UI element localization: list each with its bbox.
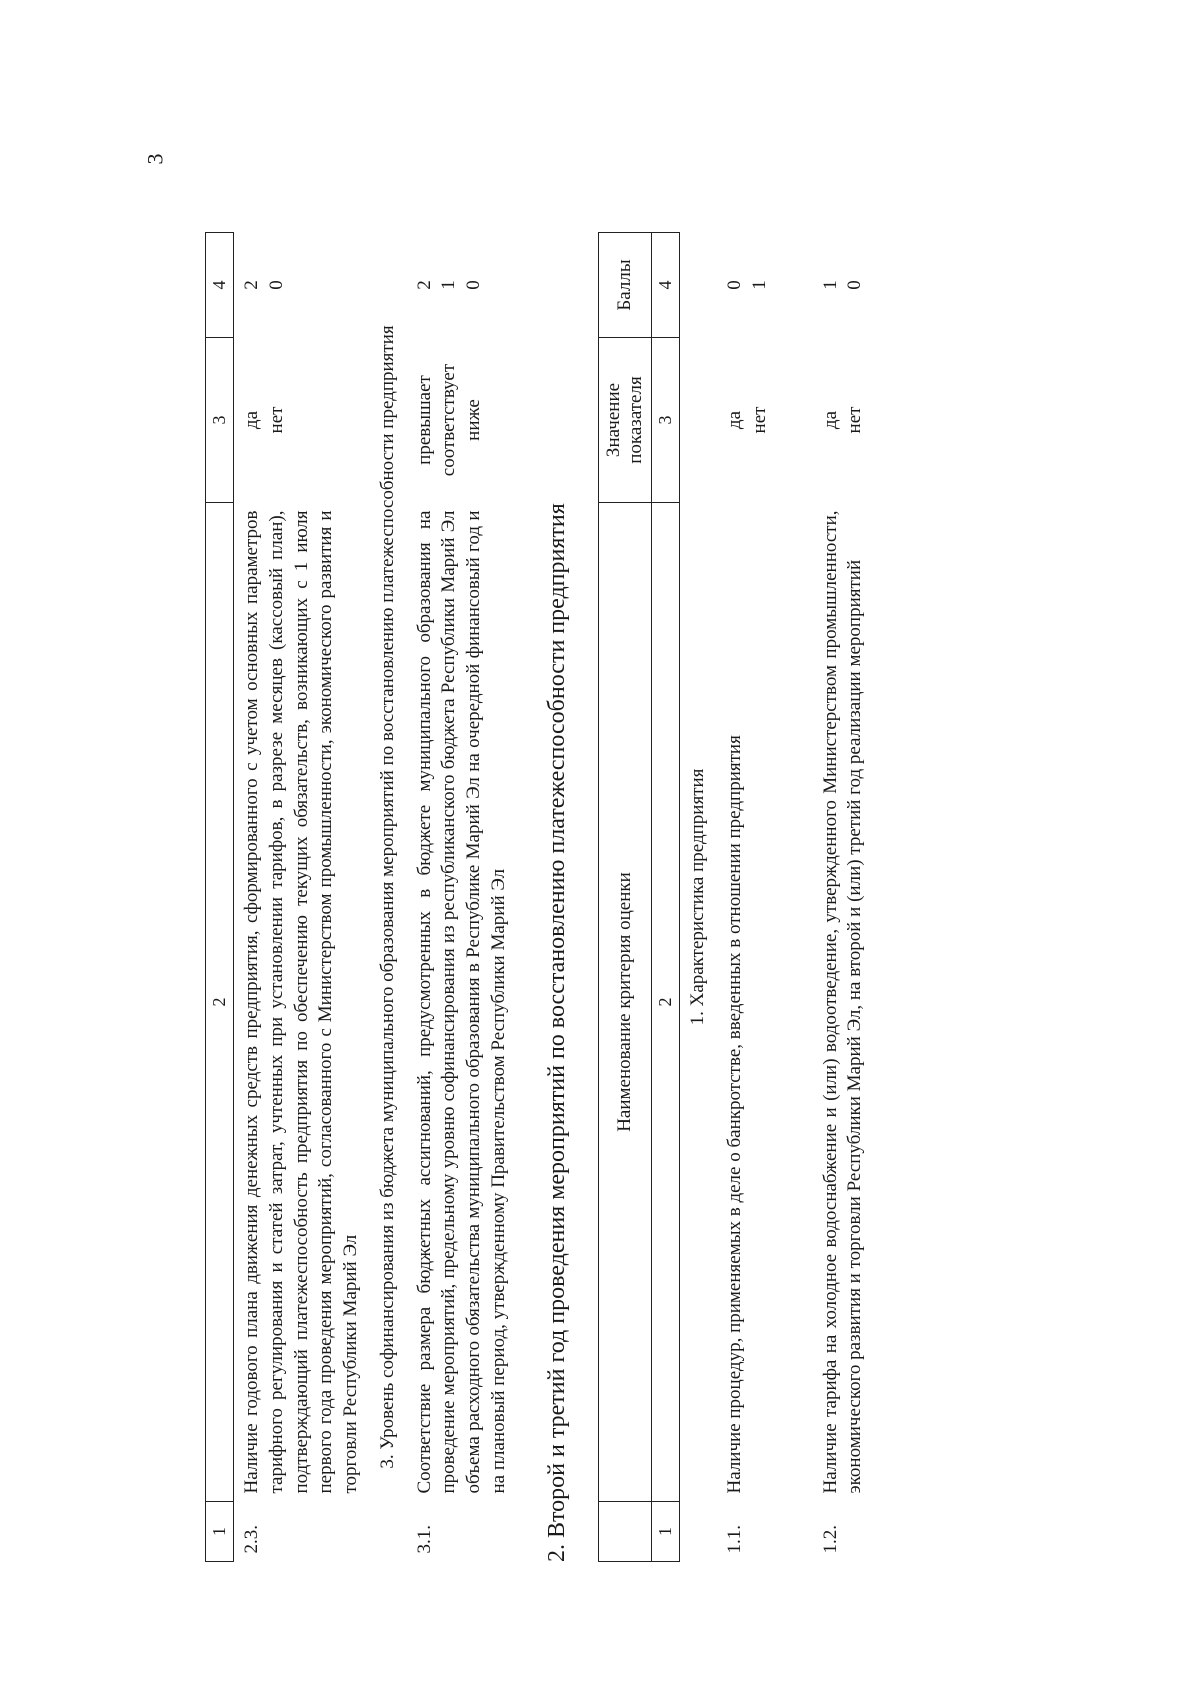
criterion-text: Соответствие размера бюджетных ассигнований, предусмотренных в бюджете муниципального образования на проведение мероприятий, предельному уровню софинансирования из республиканского бюджета Республики Марий Эл объема расходного обязательства муниципального образования в Республике Марий Эл на очередной финансовый год и на плановый период, утвержденному Правительством Республики Марий Эл	[413, 510, 509, 1494]
score-item: 0	[266, 280, 288, 290]
col-number: 4	[652, 233, 680, 338]
score-item: 1	[819, 280, 841, 290]
column-number-row	[652, 233, 680, 1562]
score-values	[234, 233, 370, 338]
section-title: 3. Уровень софинансирования из бюджета муниципального образования мероприятий по восстановлению платежеспособности предприятия	[376, 325, 398, 1469]
score-item: 0	[462, 280, 484, 290]
criterion-text: Наличие тарифа на холодное водоснабжение и (или) водоотведение, утвержденного Министерством промышленности, экономического развития и торговли Республики Марий Эл, на второй и (или) третий год реализации мероприятий	[819, 510, 866, 1494]
value-item: соответствует	[438, 363, 460, 477]
col-number: 2	[206, 503, 234, 1502]
indicator-values	[407, 338, 518, 503]
value-item: превышает	[413, 375, 435, 465]
score-item: 2	[413, 280, 435, 290]
table-row	[717, 233, 778, 1562]
col-number: 1	[206, 1502, 234, 1562]
col-number: 3	[652, 338, 680, 503]
indicator-values	[717, 338, 778, 503]
score-item: 1	[748, 280, 770, 290]
table-row	[813, 233, 874, 1562]
value-item: да	[819, 410, 841, 430]
table-row	[407, 233, 518, 1562]
col-number: 1	[652, 1502, 680, 1562]
score-values	[407, 233, 518, 338]
score-item: 1	[438, 280, 460, 290]
header-value: Значение показателя	[599, 338, 652, 503]
row-number: 1.1.	[724, 1525, 746, 1554]
section-heading: 2. Второй и третий год проведения мероприятий по восстановлению платежеспособности предприятия	[544, 503, 571, 1562]
table-row	[234, 233, 370, 1562]
header-criterion: Наименование критерия оценки	[599, 503, 652, 1502]
header-score: Баллы	[599, 233, 652, 338]
criterion-text: Наличие годового плана движения денежных средств предприятия, сформированного с учетом основных параметров тарифного регулирования и статей затрат, учтенных при установлении тарифов, в разрезе месяцев (кассовый план), подтверждающий платежеспособность предприятия по обеспечению текущих обязательств, возникающих с 1 июля первого года проведения мероприятий, согласованного с Министерством промышленности, экономического развития и торговли Республики Марий Эл	[241, 510, 362, 1494]
value-item: нет	[748, 406, 770, 434]
section-row	[370, 233, 407, 1562]
value-item: да	[241, 410, 263, 430]
col-number: 2	[652, 503, 680, 1502]
value-item: ниже	[462, 399, 484, 441]
score-values	[717, 233, 778, 338]
section-row	[680, 233, 717, 1562]
value-item: нет	[266, 406, 288, 434]
col-number: 3	[206, 338, 234, 503]
col-number: 4	[206, 233, 234, 338]
score-values	[813, 233, 874, 338]
row-number: 3.1.	[413, 1525, 435, 1554]
page-number: 3	[142, 153, 168, 165]
row-number: 2.3.	[241, 1525, 263, 1554]
spacer-row	[779, 233, 813, 1562]
indicator-values	[234, 338, 370, 503]
indicator-values	[813, 338, 874, 503]
score-item: 2	[241, 280, 263, 290]
spacer	[779, 233, 813, 1562]
criteria-table-years-2-3	[598, 232, 874, 1562]
row-number: 1.2.	[819, 1525, 841, 1554]
criteria-table-continued	[205, 232, 517, 1562]
column-number-row	[206, 233, 234, 1562]
score-item: 0	[844, 280, 866, 290]
header-row	[599, 233, 652, 1562]
value-item: да	[724, 410, 746, 430]
value-item: нет	[844, 406, 866, 434]
score-item: 0	[724, 280, 746, 290]
document-content	[205, 232, 874, 1562]
header-cell-empty	[599, 1502, 652, 1562]
criterion-text: Наличие процедур, применяемых в деле о банкротстве, введенных в отношении предприятия	[724, 735, 746, 1494]
section-title: 1. Характеристика предприятия	[687, 768, 709, 1026]
